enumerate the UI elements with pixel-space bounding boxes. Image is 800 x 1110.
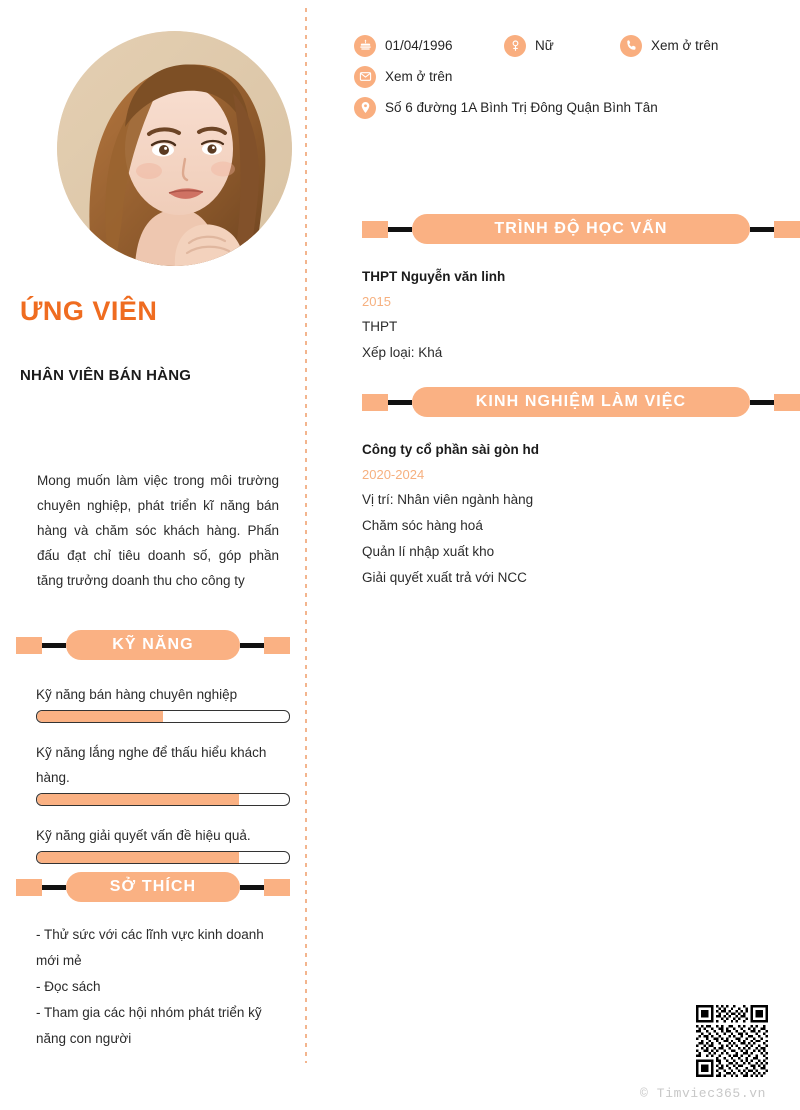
candidate-job-title: NHÂN VIÊN BÁN HÀNG — [20, 366, 192, 384]
heading-pill — [66, 630, 240, 660]
heading-cap-left — [16, 637, 42, 654]
skill-progress-fill — [37, 711, 163, 722]
entry-detail-line: THPT — [362, 319, 398, 334]
entry-detail-line: Giải quyết xuất trả với NCC — [362, 570, 527, 585]
contact-birthday-text: 01/04/1996 — [385, 37, 453, 53]
heading-rod-right — [750, 400, 774, 405]
heading-rod-right — [240, 885, 264, 890]
skill-progress-bar — [36, 710, 290, 723]
heading-pill — [66, 872, 240, 902]
heading-rod-right — [240, 643, 264, 648]
contact-address-text: Số 6 đường 1A Bình Trị Đông Quận Bình Tân — [385, 99, 658, 115]
contact-row — [354, 30, 794, 61]
avatar — [57, 31, 292, 266]
qr-code-image — [696, 1005, 768, 1077]
skill-label: Kỹ năng bán hàng chuyên nghiệp — [36, 687, 238, 702]
entry-organization: THPT Nguyễn văn linh — [362, 269, 506, 284]
career-objective: Mong muốn làm việc trong môi trường chuyên nghiệp, phát triển kĩ năng bán hàng và chăm sóc khách hàng. Phấn đấu đạt chỉ tiêu doanh số, góp phần tăng trưởng doanh thu cho công ty — [37, 473, 279, 588]
heading-cap-left — [16, 879, 42, 896]
entry-detail-line: Quản lí nhập xuất kho — [362, 544, 495, 559]
skill-label: Kỹ năng lắng nghe để thấu hiểu khách hàng. — [36, 745, 267, 785]
contact-email — [354, 66, 452, 88]
heading-cap-left — [362, 394, 388, 411]
hobbies-heading-label: SỞ THÍCH — [109, 878, 197, 895]
map-pin-icon — [354, 97, 376, 119]
entry — [362, 437, 800, 591]
left-column — [0, 0, 306, 1110]
experience-heading — [362, 387, 800, 417]
skill-progress-bar — [36, 851, 290, 864]
skill-progress-fill — [37, 794, 239, 805]
heading-cap-right — [774, 394, 800, 411]
birthday-cake-icon — [354, 35, 376, 57]
education-entries — [362, 244, 800, 366]
contact-gender — [504, 35, 620, 57]
experience-heading-label: KINH NGHIỆM LÀM VIỆC — [475, 393, 687, 410]
experience-entries — [362, 417, 800, 591]
skill-progress-fill — [37, 852, 239, 863]
right-column — [318, 0, 800, 1110]
contact-phone-text: Xem ở trên — [651, 37, 719, 53]
heading-rod-right — [750, 227, 774, 232]
education-heading-label: TRÌNH ĐỘ HỌC VẤN — [494, 220, 668, 237]
hobby-item: - Tham gia các hội nhóm phát triển kỹ năng con người — [36, 1005, 262, 1046]
hobbies-heading — [16, 872, 290, 902]
heading-pill — [412, 387, 750, 417]
skill-item — [16, 682, 290, 723]
entry-detail-line: Vị trí: Nhân viên ngành hàng — [362, 492, 534, 507]
contact-birthday — [354, 35, 504, 57]
heading-rod-left — [388, 227, 412, 232]
entry-period: 2020-2024 — [362, 467, 425, 482]
contact-address — [354, 97, 658, 119]
education-section — [362, 214, 800, 366]
skill-label: Kỹ năng giải quyết vấn đề hiệu quả. — [36, 828, 251, 843]
entry-detail-line: Chăm sóc hàng hoá — [362, 518, 483, 533]
skills-section — [16, 630, 290, 881]
phone-icon — [620, 35, 642, 57]
heading-cap-left — [362, 221, 388, 238]
contact-phone — [620, 35, 718, 57]
hobbies-section — [16, 872, 290, 1052]
page-title: ỨNG VIÊN — [20, 296, 158, 326]
heading-rod-left — [42, 643, 66, 648]
contact-gender-text: Nữ — [535, 37, 554, 53]
footer-credit: © Timviec365.vn — [640, 1086, 767, 1101]
heading-cap-right — [264, 879, 290, 896]
hobby-item: - Thử sức với các lĩnh vực kinh doanh mới mẻ — [36, 927, 264, 968]
heading-pill — [412, 214, 750, 244]
hobby-item: - Đọc sách — [36, 979, 101, 994]
education-heading — [362, 214, 800, 244]
skill-item — [16, 823, 290, 864]
entry-detail-line: Xếp loại: Khá — [362, 345, 443, 360]
contact-block — [354, 30, 794, 123]
contact-row — [354, 61, 794, 92]
heading-cap-right — [264, 637, 290, 654]
skills-heading — [16, 630, 290, 660]
qr-code[interactable] — [696, 1005, 768, 1077]
candidate-photo — [57, 31, 292, 266]
envelope-icon — [354, 66, 376, 88]
column-divider — [305, 8, 307, 1063]
heading-rod-left — [42, 885, 66, 890]
contact-email-text: Xem ở trên — [385, 68, 453, 84]
skill-item — [16, 740, 290, 806]
skills-heading-label: KỸ NĂNG — [112, 636, 194, 653]
heading-cap-right — [774, 221, 800, 238]
entry-organization: Công ty cổ phần sài gòn hd — [362, 442, 539, 457]
skill-progress-bar — [36, 793, 290, 806]
contact-row — [354, 92, 794, 123]
name-block — [20, 297, 290, 384]
gender-icon — [504, 35, 526, 57]
portrait-illustration — [57, 31, 292, 266]
skills-list — [16, 660, 290, 864]
heading-rod-left — [388, 400, 412, 405]
entry-period: 2015 — [362, 294, 391, 309]
entry — [362, 264, 800, 366]
hobbies-list — [16, 902, 290, 1052]
experience-section — [362, 387, 800, 591]
